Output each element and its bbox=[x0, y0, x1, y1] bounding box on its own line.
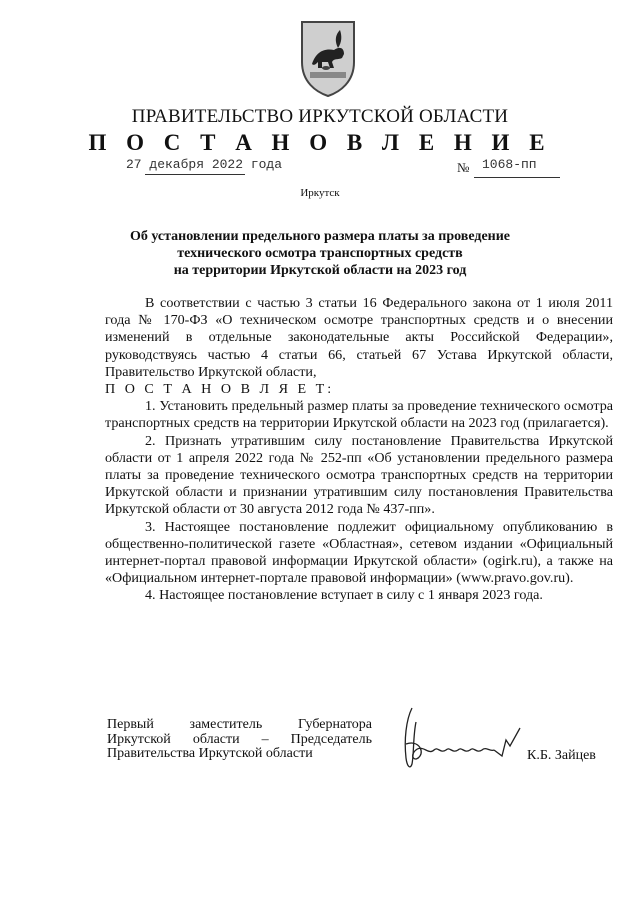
number-sign: № bbox=[457, 160, 470, 175]
document-number: 1068-пп bbox=[482, 157, 537, 172]
position-line bbox=[107, 718, 372, 733]
position-word: Председатель bbox=[290, 731, 372, 747]
government-name: ПРАВИТЕЛЬСТВО ИРКУТСКОЙ ОБЛАСТИ bbox=[131, 106, 509, 127]
city-name: Иркутск bbox=[300, 187, 340, 199]
title-line: Об установлении предельного размера платы за проведение bbox=[129, 229, 511, 244]
title-line: на территории Иркутской области на 2023 год bbox=[173, 263, 467, 278]
position-word: Губернатора bbox=[297, 717, 372, 732]
document-date: 27 декабря 2022 года bbox=[126, 157, 283, 172]
title-line: технического осмотра транспортных средств bbox=[177, 246, 463, 261]
item-paragraph: 2. Признать утратившим силу постановление Правительства Иркутской области от 1 апреля 2022 года № 252-пп «Об установлении предельного размера платы за проведение технического осмотра транспортных средств на территории Иркутской области и признании утратившим силу постановления Правительства Иркутской области от 30 августа 2012 года № 437-пп». bbox=[105, 432, 613, 518]
document-body bbox=[105, 295, 613, 605]
number-underline bbox=[474, 177, 560, 178]
position-line: Правительства Иркутской области bbox=[107, 746, 313, 761]
position-word: – bbox=[261, 731, 269, 747]
signatory-name: К.Б. Зайцев bbox=[527, 748, 596, 763]
position-word: Иркутской bbox=[107, 731, 171, 747]
handwritten-signature bbox=[398, 700, 523, 780]
position-line bbox=[107, 733, 372, 748]
decree-word: П О С Т А Н О В Л Я Е Т: bbox=[105, 381, 335, 398]
date-underline bbox=[145, 174, 245, 175]
item-paragraph: 4. Настоящее постановление вступает в силу с 1 января 2023 года. bbox=[145, 587, 543, 604]
document-type: П О С Т А Н О В Л Е Н И Е bbox=[88, 130, 552, 155]
signatory-position bbox=[107, 718, 372, 762]
position-word: Первый bbox=[107, 717, 154, 732]
item-paragraph: 3. Настоящее постановление подлежит официальному опубликованию в общественно-политической газете «Областная», сетевом издании «Официальный интернет-портал правовой информации Иркутской области» (ogirk.ru), а также на «Официальном интернет-портале правовой информации» (www.pravo.gov.ru). bbox=[105, 518, 613, 587]
item-paragraph: 1. Установить предельный размер платы за проведение технического осмотра транспортных средств на территории Иркутской области на 2023 год (прилагается). bbox=[105, 398, 613, 432]
position-word: заместитель bbox=[189, 717, 263, 732]
preamble-paragraph: В соответствии с частью 3 статьи 16 Федерального закона от 1 июля 2011 года № 170-ФЗ «О техническом осмотре транспортных средств и о внесении изменений в отдельные законодательные акты Российской Федерации», руководствуясь частью 4 статьи 66, статьей 67 Устава Иркутской области, Правительство Иркутской области, bbox=[105, 295, 613, 380]
document-title bbox=[0, 228, 640, 279]
irkutsk-coat-of-arms-icon bbox=[298, 18, 358, 98]
position-word: области bbox=[192, 731, 240, 747]
